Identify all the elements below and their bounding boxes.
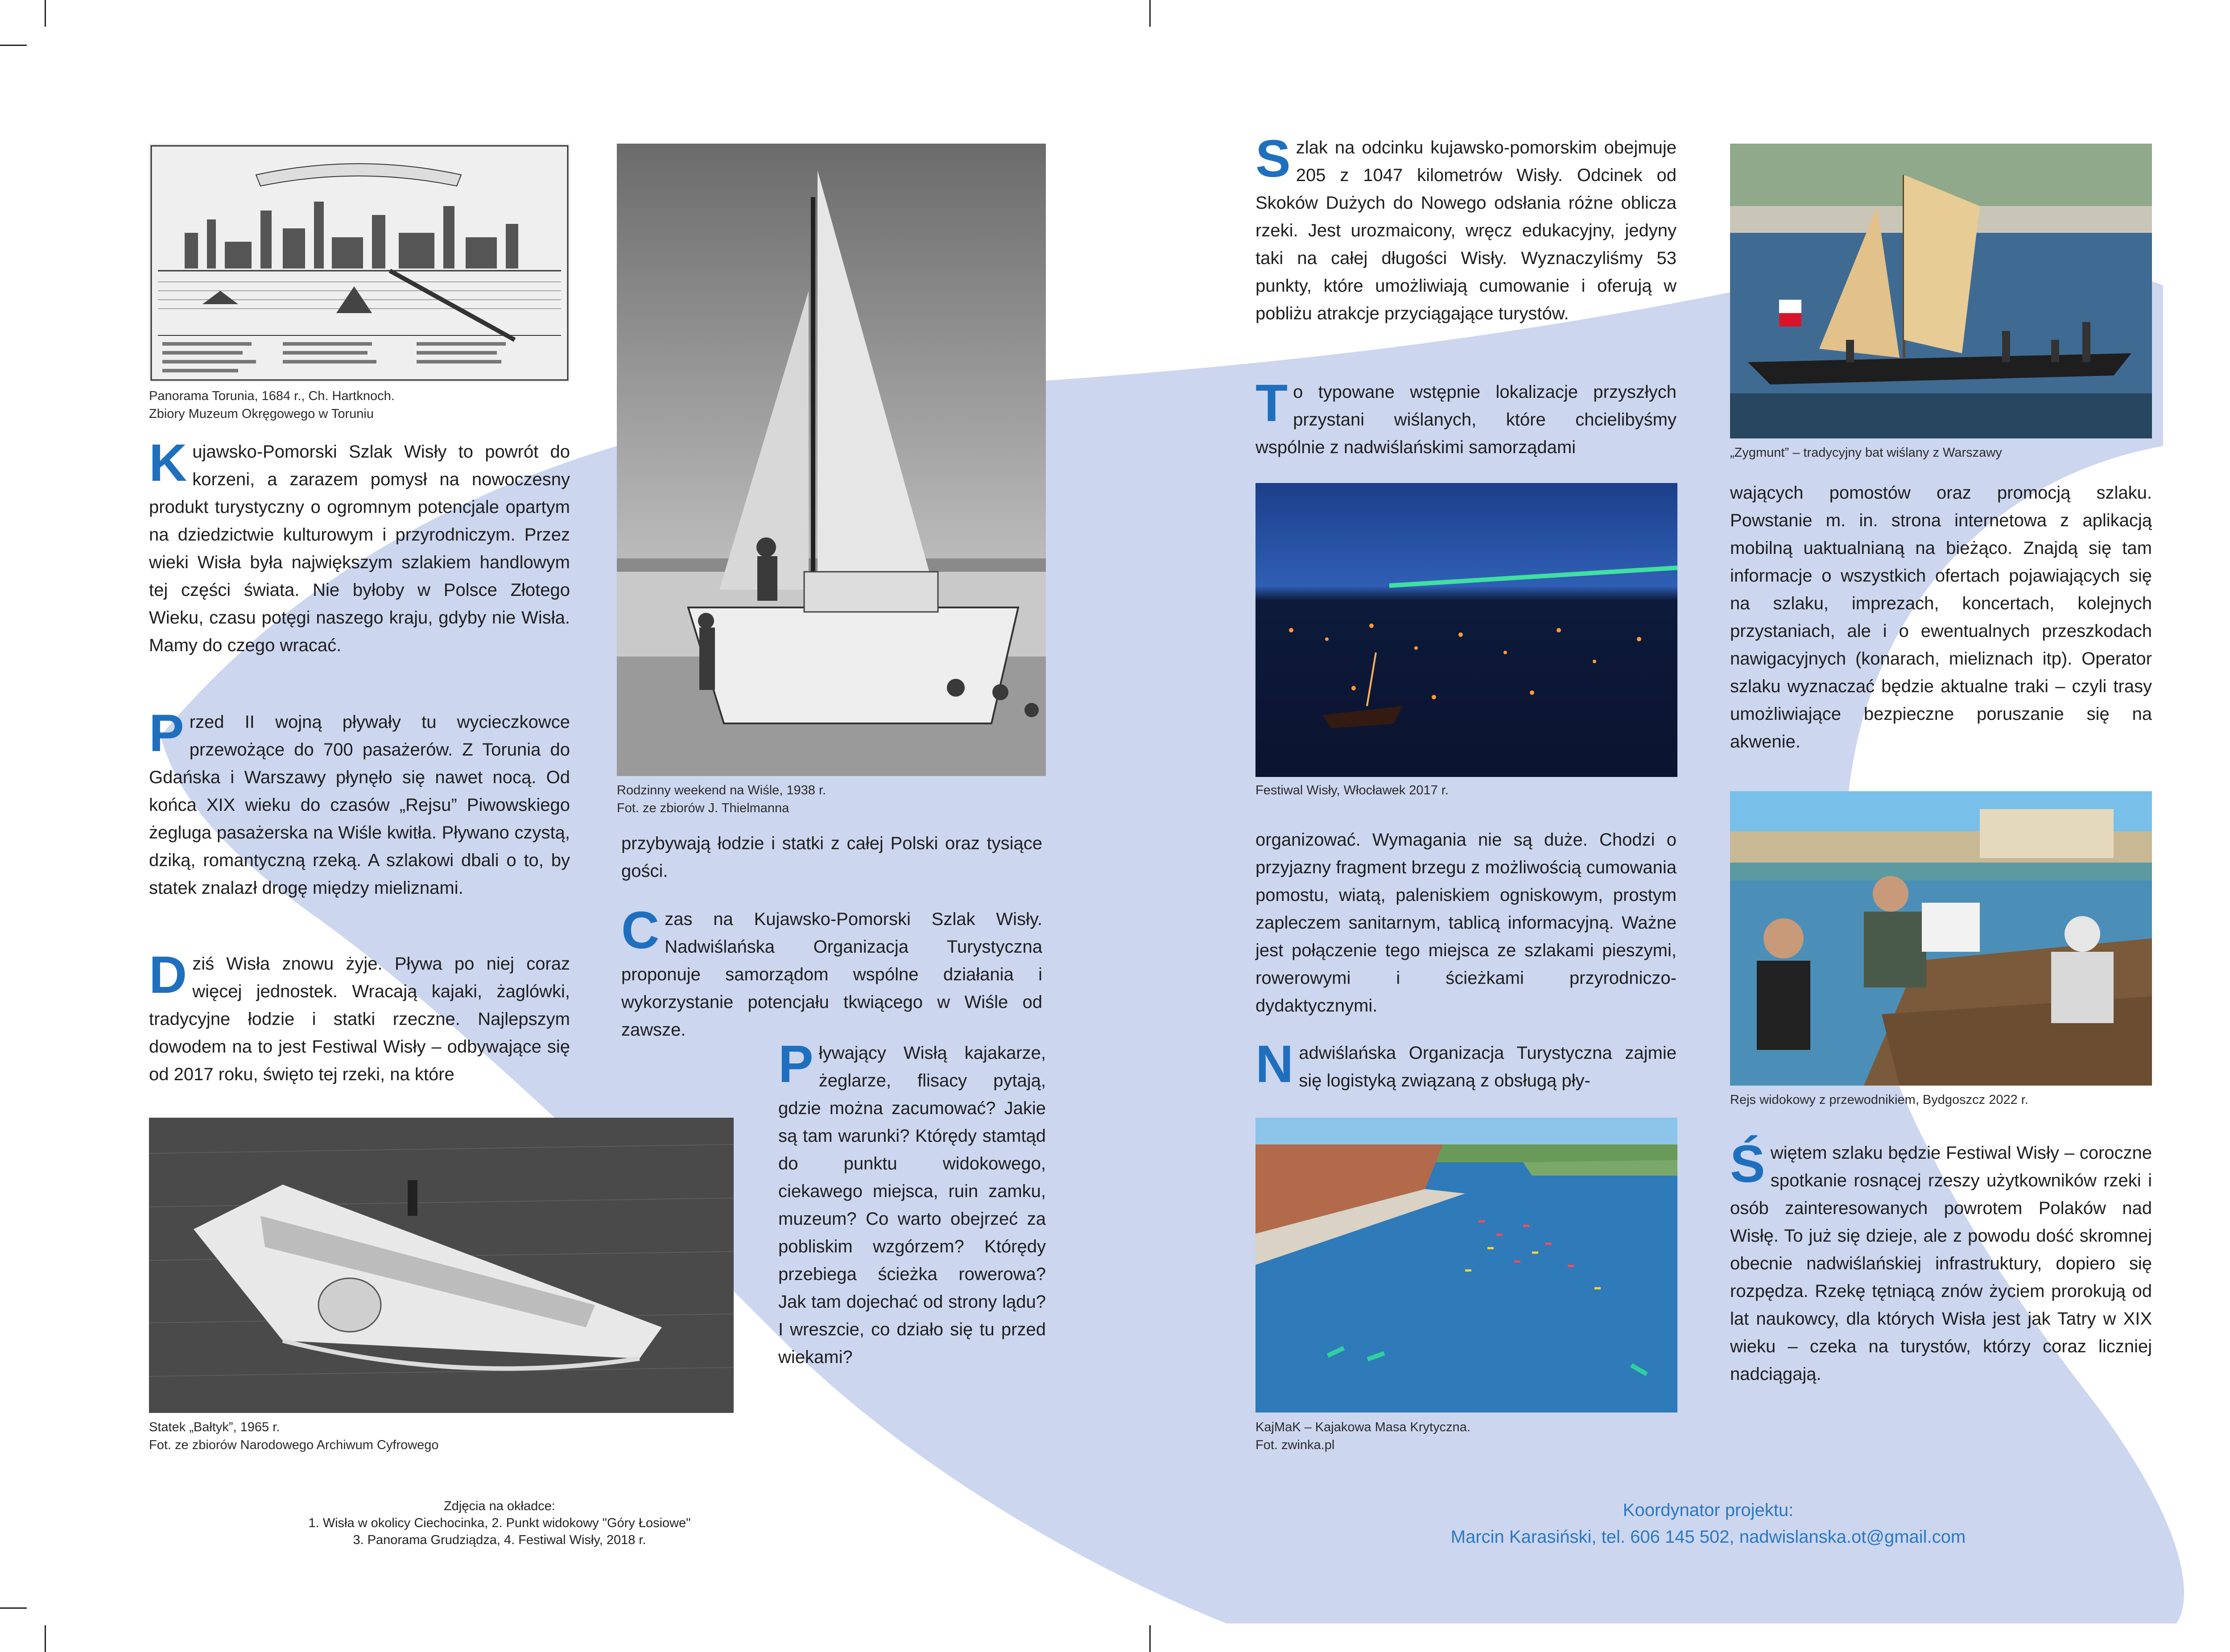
paragraph-text: ziś Wisła znowu żyje. Pływa po niej coraz więcej jednostek. Wracają kajaki, żaglówki, tradycyjne łodzie i statki rzeczne. Najlepszym dowodem na to jest Festiwal Wisły – odbywające się od 2017 roku, święto tej rzeki, na które xyxy=(149,954,570,1084)
paragraph-pytania xyxy=(778,1035,1046,1371)
photo-festiwal-wisly xyxy=(1255,483,1677,777)
drop-cap: N xyxy=(1255,1035,1294,1094)
drop-cap: C xyxy=(621,901,660,960)
paragraph-text: o typowane wstępnie lokalizacje przyszłych przystani wiślanych, które chcielibyśmy wspólnie z nadwiślańskimi samorządami xyxy=(1255,382,1677,457)
caption-line: Zbiory Muzeum Okręgowego w Toruniu xyxy=(149,407,374,421)
paragraph-continued xyxy=(621,830,1042,885)
photo-rejs-widokowy xyxy=(1730,791,2152,1086)
paragraph-wymagania xyxy=(1255,826,1677,1020)
caption-rejs-widokowy xyxy=(1730,1091,2152,1109)
photo-kajmak xyxy=(1255,1118,1677,1412)
paragraph-text: ływający Wisłą kajakarze, żeglarze, flisacy pytają, gdzie można zacumować? Jakie są tam warunki? Którędy stamtąd do punktu widokowego, ciekawego miejsca, ruin zamku, muzeum? Co warto obejrzeć za pobliskim wzgórzem? Którędy przebiega ścieżka rowerowa? Jak tam dojechać od strony lądu? I wreszcie, co działo się tu przed wiekami? xyxy=(778,1043,1046,1367)
paragraph-organizacja xyxy=(1255,1035,1677,1094)
photo-rodzinny-weekend xyxy=(617,144,1046,776)
caption-line: Rodzinny weekend na Wiśle, 1938 r. xyxy=(617,783,826,797)
photo-panorama-torunia xyxy=(149,144,570,382)
cover-photos-line: 1. Wisła w okolicy Ciechocinka, 2. Punkt widokowy "Góry Łosiowe" xyxy=(308,1516,691,1530)
paragraph-czas xyxy=(621,901,1042,1044)
paragraph-text: zlak na odcinku kujawsko-pomorskim obejmuje 205 z 1047 kilometrów Wisły. Odcinek od Skoków Dużych do Nowego odsłania różne oblicza rzeki. Jest urozmaicony, wręcz edukacyjny, jedyny taki na całej długości Wisły. Wyznaczyliśmy 53 punkty, które umożliwiają cumowanie i oferują w pobliżu atrakcje przyciągające turystów. xyxy=(1255,138,1677,323)
drop-cap: T xyxy=(1255,374,1288,433)
caption-line: Festiwal Wisły, Włocławek 2017 r. xyxy=(1255,783,1449,797)
photo-statek-baltyk xyxy=(149,1118,734,1413)
caption-panorama-torunia xyxy=(149,387,570,423)
caption-festiwal-wisly xyxy=(1255,781,1677,799)
paragraph-lokalizacje xyxy=(1255,374,1677,461)
paragraph-pomosty xyxy=(1730,479,2152,756)
caption-line: Fot. ze zbiorów J. Thielmanna xyxy=(617,801,789,815)
paragraph-text: wających pomostów oraz promocją szlaku. Powstanie m. in. strona internetowa z aplikacją mobilną uaktualnianą na bieżąco. Znajdą się tam informacje o wszystkich ofertach pojawiających się na szlaku, imprezach, koncertach, kolejnych przystaniach, ale i o ewentualnych przeszkodach nawigacyjnych (konarach, mieliznach itp). Operator szlaku wyznaczać będzie aktualne traki – czyli trasy umożliwiające bezpieczne poruszanie się na akwenie. xyxy=(1730,483,2152,752)
crop-mark xyxy=(0,45,27,46)
paragraph-text: przybywają łodzie i statki z całej Polski oraz tysiące gości. xyxy=(621,834,1042,881)
caption-zygmunt xyxy=(1730,444,2152,462)
coordinator-block xyxy=(1329,1497,2087,1550)
drop-cap: S xyxy=(1255,129,1291,188)
coordinator-label: Koordynator projektu: xyxy=(1623,1500,1794,1520)
paragraph-dzis xyxy=(149,946,570,1088)
coordinator-contact[interactable]: Marcin Karasiński, tel. 606 145 502, nadwislanska.ot@gmail.com xyxy=(1450,1527,1966,1547)
paragraph-text: organizować. Wymagania nie są duże. Chodzi o przyjazny fragment brzegu z możliwością cumowania pomostu, wiatą, paleniskiem ogniskowym, prostym zapleczem sanitarnym, tablicą informacyjną. Ważne jest połączenie tego miejsca ze szlakami pieszymi, rowerowymi i ścieżkami przyrodniczo-dydaktycznymi. xyxy=(1255,830,1677,1016)
crop-mark xyxy=(0,1607,27,1609)
crop-mark xyxy=(45,0,46,27)
caption-line: Statek „Bałtyk”, 1965 r. xyxy=(149,1420,280,1434)
cover-photos-line: 3. Panorama Grudziądza, 4. Festiwal Wisły, 2018 r. xyxy=(353,1533,646,1547)
paragraph-text: zas na Kujawsko-Pomorski Szlak Wisły. Nadwiślańska Organizacja Turystyczna proponuje samorządom wspólne działania i wykorzystanie potencjału tkwiącego w Wiśle od zawsze. xyxy=(621,909,1042,1040)
drop-cap: K xyxy=(149,434,187,492)
cover-photos-title: Zdjęcia na okładce: xyxy=(444,1499,555,1513)
crop-mark xyxy=(1149,0,1151,27)
drop-cap: Ś xyxy=(1730,1135,1765,1194)
drop-cap: D xyxy=(149,946,187,1004)
drop-cap: P xyxy=(149,704,184,763)
crop-mark xyxy=(45,1625,46,1652)
caption-rodzinny-weekend xyxy=(617,781,1046,817)
caption-line: Rejs widokowy z przewodnikiem, Bydgoszcz 2022 r. xyxy=(1730,1093,2028,1107)
cover-photos-note xyxy=(147,1498,852,1549)
paragraph-szlak xyxy=(1255,129,1677,327)
caption-line: „Zygmunt” – tradycyjny bat wiślany z Warszawy xyxy=(1730,446,2002,460)
caption-line: Panorama Torunia, 1684 r., Ch. Hartknoch. xyxy=(149,389,395,403)
paragraph-text: więtem szlaku będzie Festiwal Wisły – coroczne spotkanie rosnącej rzeszy użytkowników rzeki i osób zainteresowanych powrotem Polaków nad Wisłę. To już się dzieje, ale z powodu dość skromnej obecnie nadwiślańskiej infrastruktury, dopiero się rozpędza. Rzekę tętniącą znów życiem prorokują od lat naukowcy, dla których Wisła jest jak Tatry w XIX wieku – czeka na turystów, którzy coraz liczniej nadciągają. xyxy=(1730,1143,2152,1384)
drop-cap: P xyxy=(778,1035,814,1094)
caption-statek-baltyk xyxy=(149,1418,734,1454)
caption-line: KajMaK – Kajakowa Masa Krytyczna. xyxy=(1255,1420,1470,1434)
paragraph-przed-wojna xyxy=(149,704,570,902)
photo-zygmunt xyxy=(1730,144,2152,438)
caption-kajmak xyxy=(1255,1418,1677,1454)
paragraph-swieto xyxy=(1730,1135,2152,1388)
crop-mark xyxy=(1149,1625,1151,1652)
paragraph-text: adwiślańska Organizacja Turystyczna zajmie się logistyką związaną z obsługą pły- xyxy=(1299,1043,1677,1090)
paragraph-intro xyxy=(149,434,570,659)
caption-line: Fot. ze zbiorów Narodowego Archiwum Cyfrowego xyxy=(149,1438,439,1452)
paragraph-text: ujawsko-Pomorski Szlak Wisły to powrót do korzeni, a zarazem pomysł na nowoczesny produkt turystyczny o ogromnym potencjale opartym na dziedzictwie kulturowym i przyrodniczym. Przez wieki Wisła była największym szlakiem handlowym tej części świata. Nie byłoby w Polsce Złotego Wieku, czasu potęgi naszego kraju, gdyby nie Wisła. Mamy do czego wracać. xyxy=(149,442,570,655)
paragraph-text: rzed II wojną pływały tu wycieczkowce przewożące do 700 pasażerów. Z Torunia do Gdańska i Warszawy płynęło się nawet nocą. Od końca XIX wieku do czasów „Rejsu” Piwowskiego żegluga pasażerska na Wiśle kwitła. Pływano czystą, dziką, romantyczną rzeką. A szlakowi dbali o to, by statek znalazł drogę między mieliznami. xyxy=(149,712,570,898)
caption-line: Fot. zwinka.pl xyxy=(1255,1438,1335,1452)
